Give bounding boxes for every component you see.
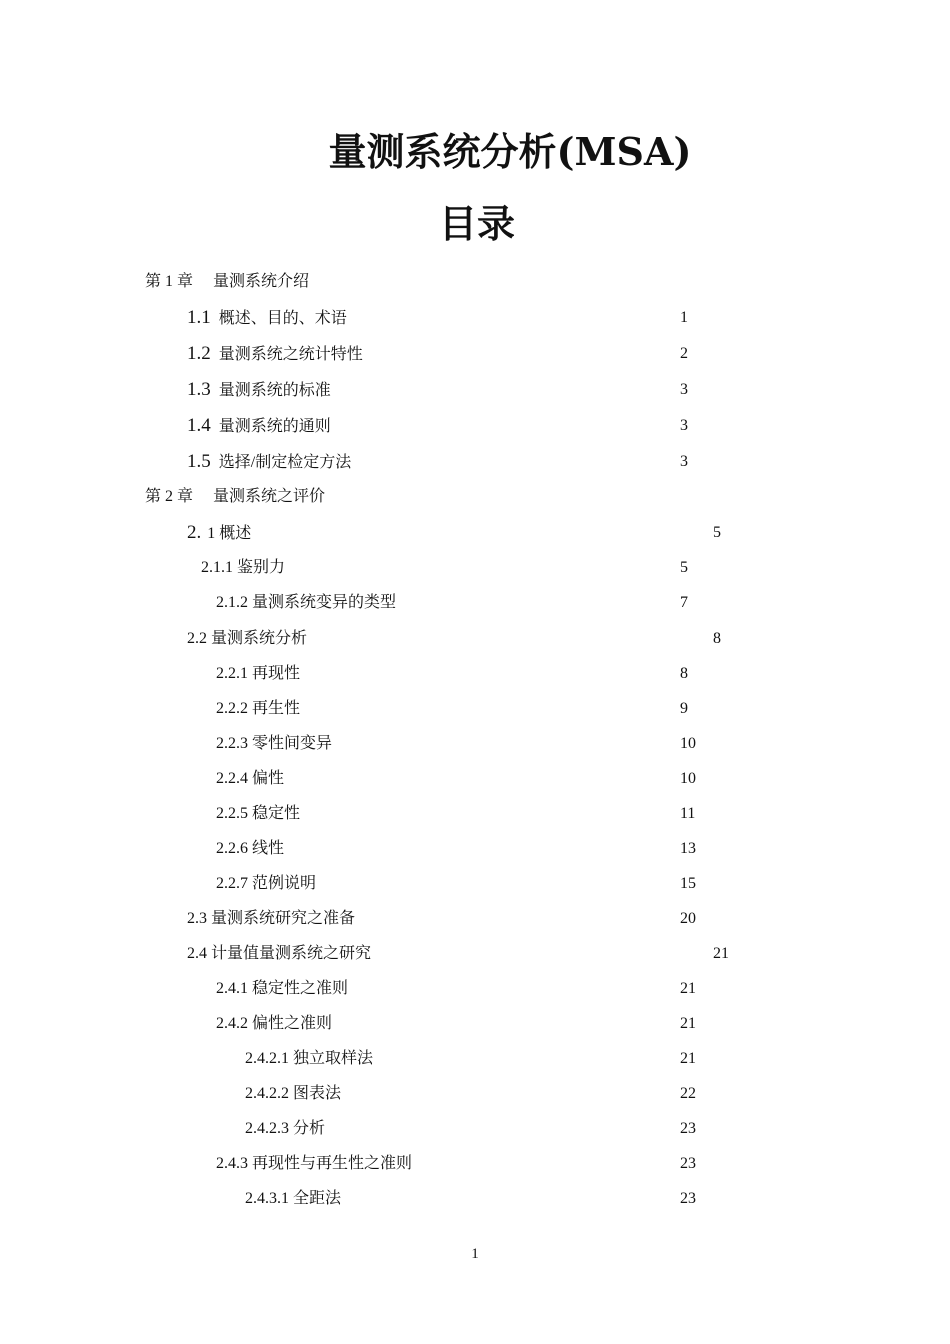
toc-page-number: 23 xyxy=(680,1190,696,1207)
toc-heading: 目录 xyxy=(438,201,515,246)
toc-page-number: 3 xyxy=(680,417,688,434)
toc-title: 量测系统研究之准备 xyxy=(211,910,356,927)
toc-page-number: 10 xyxy=(680,770,696,787)
toc-title: 量测系统变异的类型 xyxy=(252,594,397,611)
toc-number: 1.4 xyxy=(187,415,211,436)
toc-title: 鉴别力 xyxy=(237,559,286,576)
toc-title: 再现性 xyxy=(252,665,301,682)
toc-number: 第 1 章 xyxy=(145,273,194,290)
toc-number: 2.2.2 xyxy=(216,700,248,717)
toc-number: 2.1.2 xyxy=(216,594,248,611)
toc-page-number: 10 xyxy=(680,735,696,752)
toc-number: 2.2.4 xyxy=(216,770,248,787)
toc-number: 2.2.7 xyxy=(216,875,248,892)
toc-page-number: 22 xyxy=(680,1085,696,1102)
toc-page-number: 20 xyxy=(680,910,696,927)
toc-number: 2.2.6 xyxy=(216,840,248,857)
toc-page-number: 21 xyxy=(680,1050,696,1067)
toc-title: 选择/制定检定方法 xyxy=(218,454,352,471)
toc-page-number: 21 xyxy=(713,945,729,962)
toc-number: 2.2.5 xyxy=(216,805,248,822)
document-title: 量测系统分析(MSA) xyxy=(328,129,692,174)
toc-title: 量测系统的标准 xyxy=(218,382,331,399)
page-footer-number: 1 xyxy=(471,1246,479,1262)
toc-title: 分析 xyxy=(293,1120,326,1137)
toc-title: 范例说明 xyxy=(252,875,317,892)
toc-title: 再生性 xyxy=(252,700,301,717)
toc-number: 1.1 xyxy=(187,307,211,328)
toc-page-number: 23 xyxy=(680,1155,696,1172)
toc-page-number: 13 xyxy=(680,840,696,857)
toc-title: 稳定性 xyxy=(252,805,301,822)
toc-title: 量测系统分析 xyxy=(211,630,308,647)
toc-number: 2.4 xyxy=(187,945,207,962)
toc-number: 2.4.3.1 xyxy=(245,1190,289,1207)
toc-title: 零性间变异 xyxy=(252,735,333,752)
toc-number: 2.4.2 xyxy=(216,1015,248,1032)
toc-title: 量测系统之评价 xyxy=(213,488,326,505)
toc-number: 2.2.3 xyxy=(216,735,248,752)
toc-page-number: 1 xyxy=(680,309,688,326)
toc-title: 计量值量测系统之研究 xyxy=(211,945,372,962)
toc-page-number: 23 xyxy=(680,1120,696,1137)
toc-number: 1.2 xyxy=(187,343,211,364)
toc-title: 图表法 xyxy=(293,1085,342,1102)
toc-title: 量测系统之统计特性 xyxy=(218,346,363,363)
toc-page-number: 5 xyxy=(713,524,721,541)
toc-page-number: 11 xyxy=(680,805,696,822)
toc-title: 1 概述 xyxy=(207,525,252,542)
toc-number: 2.3 xyxy=(187,910,207,927)
toc-title: 偏性之准则 xyxy=(252,1015,333,1032)
toc-page-number: 7 xyxy=(680,594,688,611)
toc-number: 2. xyxy=(187,522,202,543)
toc-number: 2.2.1 xyxy=(216,665,248,682)
toc-number: 2.4.2.2 xyxy=(245,1085,289,1102)
toc-number: 2.4.2.1 xyxy=(245,1050,289,1067)
toc-page-number: 5 xyxy=(680,559,688,576)
toc-page-number: 9 xyxy=(680,700,688,717)
toc-page-number: 3 xyxy=(680,453,688,470)
toc-page-number: 8 xyxy=(713,630,721,647)
toc-title: 偏性 xyxy=(252,770,285,787)
toc-page-number: 21 xyxy=(680,980,696,997)
toc-number: 2.1.1 xyxy=(201,559,233,576)
toc-page-number: 15 xyxy=(680,875,696,892)
toc-number: 第 2 章 xyxy=(145,488,194,505)
toc-number: 2.4.3 xyxy=(216,1155,248,1172)
toc-page-number: 2 xyxy=(680,345,688,362)
toc-title: 量测系统的通则 xyxy=(218,418,331,435)
toc-number: 2.4.1 xyxy=(216,980,248,997)
toc-title: 量测系统介绍 xyxy=(213,273,310,290)
toc-number: 1.3 xyxy=(187,379,211,400)
toc-number: 2.2 xyxy=(187,630,207,647)
toc-title: 全距法 xyxy=(293,1190,342,1207)
toc-title: 独立取样法 xyxy=(293,1050,374,1067)
toc-title: 稳定性之准则 xyxy=(252,980,349,997)
toc-page-number: 3 xyxy=(680,381,688,398)
toc-title: 概述、目的、术语 xyxy=(218,310,347,327)
toc-title: 线性 xyxy=(252,840,285,857)
toc-page-number: 8 xyxy=(680,665,688,682)
toc-title: 再现性与再生性之准则 xyxy=(252,1155,413,1172)
toc-number: 2.4.2.3 xyxy=(245,1120,289,1137)
toc-page-number: 21 xyxy=(680,1015,696,1032)
toc-number: 1.5 xyxy=(187,451,211,472)
